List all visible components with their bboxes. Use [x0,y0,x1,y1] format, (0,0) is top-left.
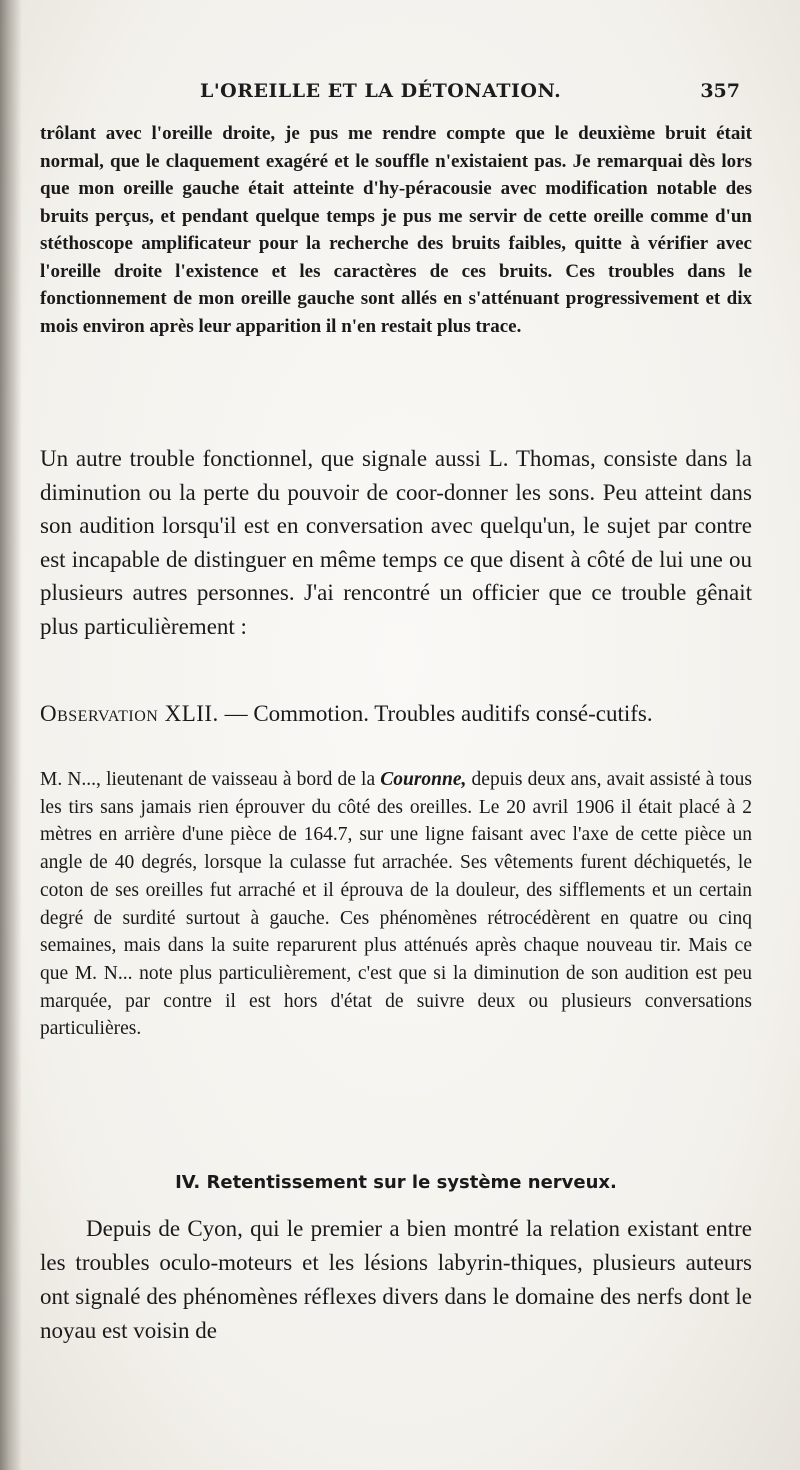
observation-label: Observation XLII. [40,701,219,726]
running-header [200,80,740,110]
observation-heading [40,697,752,730]
paragraph-functional-trouble: Un autre trouble fonctionnel, que signale aussi L. Thomas, consiste dans la diminution ou la perte du pouvoir de coor-donner les sons. Peu atteint dans son audition lorsqu'il est en conversation avec quelqu'un, le sujet par contre est incapable de distinguer en même temps ce que disent à côté de lui une ou plusieurs autres personnes. J'ai rencontré un officier que ce trouble gênait plus particulièrement : [40,446,752,639]
page-number: 357 [700,80,740,102]
observation-title: — Commotion. Troubles auditifs consé-cutifs. [224,701,653,726]
running-title: L'OREILLE ET LA DÉTONATION. [200,80,562,102]
paragraph-nervous-system: Depuis de Cyon, qui le premier a bien montré la relation existant entre les troubles oculo-moteurs et les lésions labyrin-thiques, plusieurs auteurs ont signalé des phénomènes réflexes divers dans le domaine des nerfs dont le noyau est voisin de [40,1216,752,1343]
case-text-rest: depuis deux ans, avait assisté à tous les tirs sans jamais rien éprouver du côté des oreilles. Le 20 avril 1906 il était placé à 2 mètres en arrière d'une pièce de 164.7, sur une ligne faisant avec l'axe de cette pièce un angle de 40 degrés, lorsque la culasse fut arrachée. Ses vêtements furent déchiquetés, le coton de ses oreilles fut arraché et il éprouva de la douleur, des sifflements et un certain degré de surdité surtout à gauche. Ces phénomènes rétrocédèrent en quatre ou cinq semaines, mais dans la suite reparurent plus atténués après chaque nouveau tir. Mais ce que M. N... note plus particulièrement, c'est que si la diminution de son audition est peu marquée, par contre il est hors d'état de suivre deux ou plusieurs conversations particulières. [40,769,752,1040]
paragraph-continuation: trôlant avec l'oreille droite, je pus me rendre compte que le deuxième bruit était normal, que le claquement exagéré et le souffle n'existaient pas. Je remarquai dès lors que mon oreille gauche était atteinte d'hy-péracousie avec modification notable des bruits perçus, et pendant quelque temps je pus me servir de cette oreille comme d'un stéthoscope amplificateur pour la recherche des bruits faibles, quitte à vérifier avec l'oreille droite l'existence et les caractères de ces bruits. Ces troubles dans le fonctionnement de mon oreille gauche sont allés en s'atténuant progressivement et dix mois environ après leur apparition il n'en restait plus trace. [40,123,752,337]
section-heading: IV. Retentissement sur le système nerveux. [175,1172,617,1193]
ship-name: Couronne, [380,769,467,790]
page-edge-shadow [0,0,22,1470]
case-text-start: M. N..., lieutenant de vaisseau à bord de la [40,769,381,790]
observation-case-text [40,766,752,1043]
